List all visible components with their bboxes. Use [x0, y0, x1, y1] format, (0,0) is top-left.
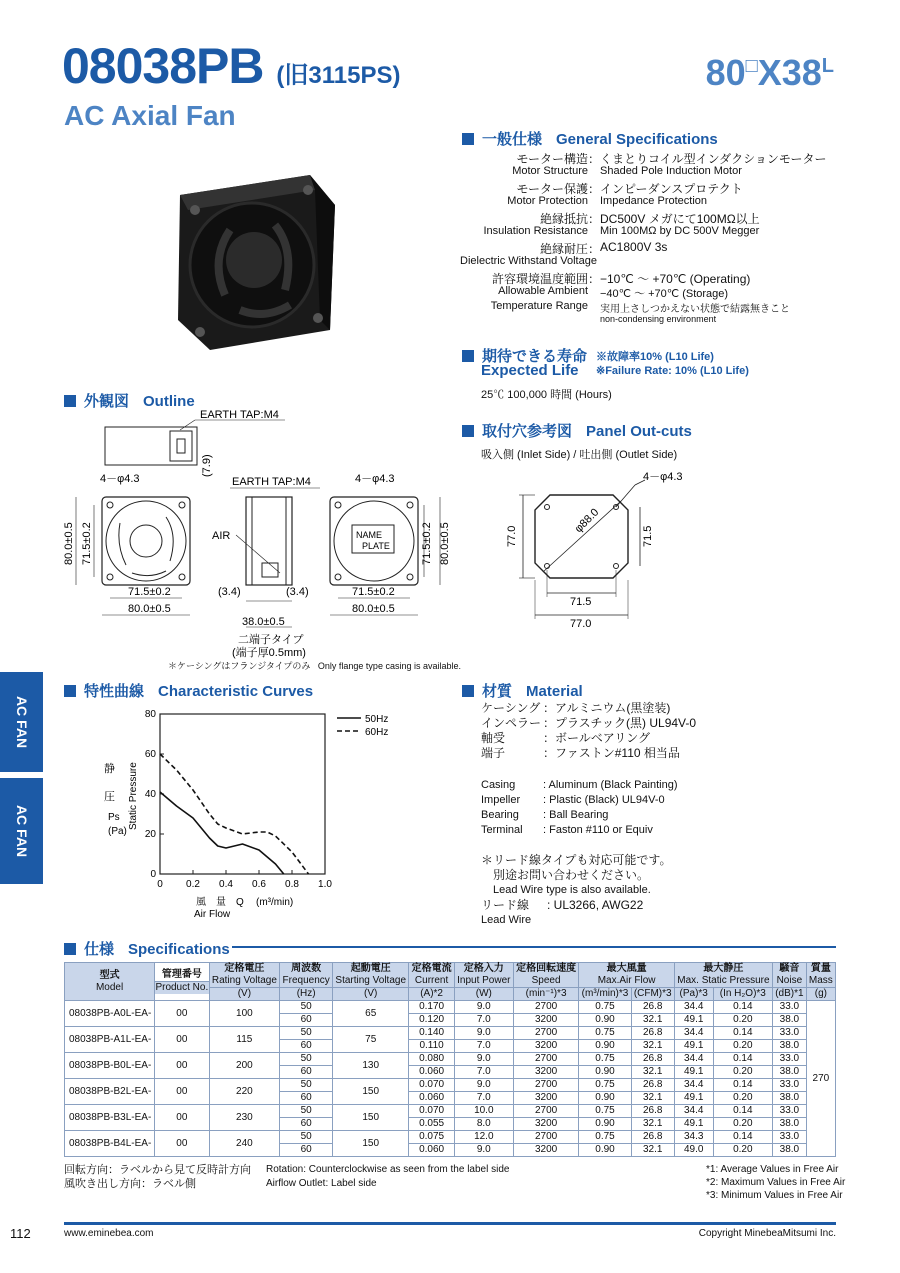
cell-frequency: 50 — [280, 1131, 333, 1144]
cell-no: 33.0 — [773, 1027, 807, 1040]
lead-note: ＊リード線タイプも対応可能です。 別途お問い合わせください。 Lead Wire type is also available. リード線 : UL3266, AWG22 Lead Wire — [481, 853, 672, 926]
x-tick-label: 0.8 — [285, 879, 299, 890]
life-note-en: ※Failure Rate: 10% (L10 Life) — [596, 365, 749, 377]
cell-af1: 0.75 — [579, 1027, 631, 1040]
section-square-icon — [462, 425, 474, 437]
specs-title-rule — [232, 946, 836, 948]
general-spec-title: 一般仕様 General Specifications — [462, 128, 718, 149]
section-square-icon — [462, 350, 474, 362]
outline-title: 外観図 Outline — [64, 390, 195, 411]
dim-715-h-1: 71.5±0.2 — [128, 586, 171, 598]
dim-80-h-1: 80.0±0.5 — [128, 603, 171, 615]
life-value: 25℃ 100,000 時間 (Hours) — [481, 389, 612, 401]
cell-frequency: 60 — [280, 1118, 333, 1131]
section-square-icon — [462, 133, 474, 145]
cell-cu: 0.075 — [409, 1131, 454, 1144]
cell-st2: 0.20 — [713, 1014, 772, 1027]
cell-st1: 49.1 — [674, 1092, 713, 1105]
general-spec-row — [460, 210, 840, 225]
panel-side-label: 吸入側 (Inlet Side) / 吐出側 (Outlet Side) — [481, 449, 678, 461]
earth-tap-label-1: EARTH TAP:M4 — [200, 409, 279, 421]
subtitle: AC Axial Fan — [64, 100, 236, 131]
material-row-en: Terminal : Faston #110 or Equiv — [481, 824, 653, 836]
table-row — [65, 1079, 836, 1092]
cell-st1: 34.4 — [674, 1079, 713, 1092]
outline-drawing — [60, 405, 460, 670]
rotation-notes-en: Rotation: Counterclockwise as seen from the label side Airflow Outlet: Label side — [266, 1164, 510, 1189]
cell-st1: 49.1 — [674, 1040, 713, 1053]
cell-starting-voltage: 150 — [333, 1131, 409, 1157]
cell-st2: 0.14 — [713, 1027, 772, 1040]
name-plate-2: PLATE — [362, 541, 390, 551]
y-axis-label-en: Static Pressure — [128, 762, 139, 830]
cell-rating-voltage: 100 — [209, 1001, 280, 1027]
cell-product-no: 00 — [155, 1079, 209, 1105]
panel-title: 取付穴参考図 Panel Out-cuts — [462, 420, 692, 441]
panel-715-h: 71.5 — [570, 596, 592, 608]
size-label: $80^□X38^L$ — [705, 52, 834, 93]
cell-st2: 0.14 — [713, 1131, 772, 1144]
y-axis-label: 静 — [104, 763, 115, 775]
cell-no: 38.0 — [773, 1014, 807, 1027]
cell-ip: 9.0 — [454, 1079, 513, 1092]
cell-st2: 0.14 — [713, 1001, 772, 1014]
cell-st1: 34.4 — [674, 1001, 713, 1014]
x-tick-label: 0 — [157, 879, 163, 890]
panel-715-v: 71.5 — [642, 525, 654, 547]
cell-frequency: 60 — [280, 1014, 333, 1027]
cell-ip: 12.0 — [454, 1131, 513, 1144]
cell-sp: 2700 — [513, 1001, 579, 1014]
material-row: ケーシング ：アルミニウム(黒塗装) — [481, 701, 671, 715]
cell-no: 38.0 — [773, 1118, 807, 1131]
panel-77-v: 77.0 — [506, 525, 518, 547]
material-row-en: Bearing : Ball Bearing — [481, 809, 609, 821]
cell-ip: 7.0 — [454, 1092, 513, 1105]
cell-st2: 0.14 — [713, 1105, 772, 1118]
cell-st2: 0.20 — [713, 1092, 772, 1105]
cell-af2: 32.1 — [631, 1040, 674, 1053]
material-title: 材質 Material — [462, 680, 583, 701]
earth-tap-label-2: EARTH TAP:M4 — [232, 476, 311, 488]
cell-st1: 49.0 — [674, 1144, 713, 1157]
general-spec-row — [460, 225, 840, 240]
specifications-table: 型式 Model 管理番号 Product No. 定格電圧 Rating Voltage 周波数 Frequency 起動電圧 Starting Voltage 定格電流 Current 定格入力 Input Power 定格回転速度 Speed 最大風量 Max.Air Flow 最大静圧 Max. Static Pressure 騒音 Noise 質量 Mass (V) (Hz) (V) (A)*2 (W) (min⁻¹)*3 (m³/min)*3 (CFM)*3 (Pa)*3 (In H₂O)*3 (dB)*1 (g) 08038PB-A0L-EA- 00 100 50 65 0.170 9.0 2700 0.75 26.8 34.4 0.14 33.0 270 60 0.120 7.0 3200 0.90 32.1 49.1 0.20 38.0 08038PB-A1L-EA- 00 115 50 75 0.140 9.0 2700 0.75 26.8 34.4 0.14 33.0 60 0.110 7.0 3200 0.90 32.1 49.1 0.20 38.0 08038PB-B0L-EA- 00 200 50 130 0.080 9.0 2700 0.75 26.8 34.4 0.14 33.0 60 0.060 7.0 3200 0.90 32.1 49.1 0.20 38.0 08038PB-B2L-EA- 00 220 50 150 0.070 9.0 2700 0.75 26.8 34.4 0.14 33.0 60 0.060 7.0 3200 0.90 32.1 49.1 0.20 38.0 08038PB-B3L-EA- 00 230 50 150 0.070 10.0 2700 0.75 26.8 34.4 0.14 33.0 60 0.055 8.0 3200 0.90 32.1 49.1 0.20 38.0 08038PB-B4L-EA- 00 240 50 150 0.075 12.0 2700 0.75 26.8 34.3 0.14 33.0 60 0.060 9.0 3200 0.90 32.1 49.0 0.20 38.0 — [64, 962, 836, 1157]
dim-38: 38.0±0.5 — [242, 616, 285, 628]
general-spec-key: Dielectric Withstand Voltage — [460, 255, 597, 267]
section-square-icon — [64, 685, 76, 697]
cell-af1: 0.75 — [579, 1079, 631, 1092]
cell-af2: 26.8 — [631, 1105, 674, 1118]
cell-cu: 0.080 — [409, 1053, 454, 1066]
life-title: 期待できる寿命 — [462, 345, 587, 366]
side-tab-ac-fan-2[interactable]: AC FAN — [0, 778, 43, 884]
cell-sp: 3200 — [513, 1092, 579, 1105]
dim-7-9: (7.9) — [201, 454, 213, 477]
general-spec-row — [460, 165, 840, 180]
table-row — [65, 1105, 836, 1118]
cell-model: 08038PB-B0L-EA- — [65, 1053, 155, 1079]
general-spec-value: Impedance Protection — [600, 195, 708, 207]
plot-frame — [160, 714, 325, 874]
panel-dia-label: φ88.0 — [572, 506, 602, 536]
cell-no: 33.0 — [773, 1053, 807, 1066]
cell-st1: 49.1 — [674, 1066, 713, 1079]
cell-sp: 3200 — [513, 1118, 579, 1131]
cell-af1: 0.90 — [579, 1144, 631, 1157]
cell-cu: 0.055 — [409, 1118, 454, 1131]
x-tick-label: 1.0 — [318, 879, 332, 890]
dim-80-v-1: 80.0±0.5 — [63, 522, 75, 565]
cell-st2: 0.20 — [713, 1066, 772, 1079]
th-rating-voltage: 定格電圧 Rating Voltage — [209, 963, 280, 988]
cell-frequency: 50 — [280, 1001, 333, 1014]
life-title-en: Expected Life — [481, 362, 579, 379]
cell-rating-voltage: 220 — [209, 1079, 280, 1105]
cell-af2: 26.8 — [631, 1131, 674, 1144]
material-row-en: Impeller : Plastic (Black) UL94V-0 — [481, 794, 665, 806]
general-spec-value: −10℃ ～ +70℃ (Operating) — [600, 272, 751, 286]
cell-no: 38.0 — [773, 1040, 807, 1053]
cell-model: 08038PB-B2L-EA- — [65, 1079, 155, 1105]
cell-no: 33.0 — [773, 1131, 807, 1144]
general-spec-key: 絶縁抵抗： — [539, 212, 600, 226]
old-model-number: (旧3115PS) — [276, 62, 401, 89]
footer-url[interactable]: www.eminebea.com — [64, 1228, 154, 1239]
material-row-en: Casing : Aluminum (Black Painting) — [481, 779, 678, 791]
legend-label: 60Hz — [365, 727, 389, 738]
cell-sp: 2700 — [513, 1053, 579, 1066]
general-spec-key: 許容環境温度範囲： — [491, 272, 600, 286]
th-current: 定格電流 Current — [409, 963, 454, 988]
cell-starting-voltage: 65 — [333, 1001, 409, 1027]
dim-715-h-2: 71.5±0.2 — [352, 586, 395, 598]
general-spec-key: Insulation Resistance — [483, 225, 588, 237]
cell-model: 08038PB-A1L-EA- — [65, 1027, 155, 1053]
cell-st1: 34.4 — [674, 1105, 713, 1118]
cell-af1: 0.90 — [579, 1118, 631, 1131]
table-row — [65, 1001, 836, 1014]
th-speed: 定格回転速度 Speed — [513, 963, 579, 988]
cell-starting-voltage: 130 — [333, 1053, 409, 1079]
cell-sp: 3200 — [513, 1144, 579, 1157]
table-row — [65, 1053, 836, 1066]
cell-rating-voltage: 230 — [209, 1105, 280, 1131]
cell-rating-voltage: 240 — [209, 1131, 280, 1157]
y-axis-label: 圧 — [104, 791, 115, 803]
hole-label-2: 4－φ4.3 — [355, 473, 395, 485]
cell-af2: 26.8 — [631, 1001, 674, 1014]
cell-sp: 3200 — [513, 1066, 579, 1079]
general-spec-row — [460, 180, 840, 195]
cell-product-no: 00 — [155, 1001, 209, 1027]
general-spec-value: −40℃ ～ +70℃ (Storage) — [600, 288, 729, 300]
cell-af2: 32.1 — [631, 1014, 674, 1027]
cell-af2: 26.8 — [631, 1079, 674, 1092]
cell-cu: 0.070 — [409, 1079, 454, 1092]
cell-cu: 0.070 — [409, 1105, 454, 1118]
x-axis-unit: (m³/min) — [256, 897, 294, 908]
cell-sp: 3200 — [513, 1040, 579, 1053]
cell-cu: 0.140 — [409, 1027, 454, 1040]
panel-hole-label: 4－φ4.3 — [643, 471, 683, 483]
cell-af1: 0.90 — [579, 1092, 631, 1105]
th-noise: 騒音 Noise — [773, 963, 807, 988]
general-spec-key: モーター保護： — [516, 182, 600, 196]
general-spec-row — [460, 150, 840, 165]
model-number: 08038PB — [62, 38, 264, 94]
panel-77-h: 77.0 — [570, 618, 592, 630]
cell-st1: 49.1 — [674, 1014, 713, 1027]
air-label: AIR — [212, 530, 231, 542]
cell-ip: 9.0 — [454, 1027, 513, 1040]
y-tick-label: 60 — [144, 749, 156, 760]
series-line-60Hz — [160, 754, 309, 874]
cell-cu: 0.170 — [409, 1001, 454, 1014]
curves-title: 特性曲線 Characteristic Curves — [64, 680, 313, 701]
general-spec-key: Allowable Ambient — [498, 285, 588, 297]
cell-ip: 9.0 — [454, 1001, 513, 1014]
general-spec-value: DC500V メガにて100MΩ以上 — [600, 212, 760, 226]
cell-af1: 0.90 — [579, 1014, 631, 1027]
life-note-ja: ※故障率10% (L10 Life) — [596, 351, 714, 363]
general-spec-value: AC1800V 3s — [600, 240, 668, 254]
y-tick-label: 40 — [144, 789, 156, 800]
cell-no: 38.0 — [773, 1144, 807, 1157]
cell-frequency: 60 — [280, 1066, 333, 1079]
cell-st1: 34.4 — [674, 1053, 713, 1066]
general-spec-row — [460, 240, 840, 255]
cell-af2: 32.1 — [631, 1066, 674, 1079]
cell-af1: 0.75 — [579, 1001, 631, 1014]
characteristic-chart — [100, 700, 440, 925]
x-tick-label: 0.4 — [219, 879, 233, 890]
cell-product-no: 00 — [155, 1027, 209, 1053]
cell-ip: 10.0 — [454, 1105, 513, 1118]
cell-sp: 2700 — [513, 1079, 579, 1092]
th-mass: 質量 Mass — [806, 963, 835, 988]
cell-sp: 2700 — [513, 1105, 579, 1118]
x-axis-label-en: Air Flow — [194, 909, 231, 920]
cell-st2: 0.20 — [713, 1040, 772, 1053]
material-row: 端子 ：ファストン#110 相当品 — [481, 746, 680, 760]
page-number: 112 — [10, 1226, 31, 1241]
cell-ip: 9.0 — [454, 1053, 513, 1066]
page-title — [62, 38, 400, 104]
general-spec-key: 絶縁耐圧： — [539, 242, 600, 256]
cell-ip: 8.0 — [454, 1118, 513, 1131]
rotation-notes-ja: 回転方向：ラベルから見て反時計方向 風吹き出し方向：ラベル側 — [64, 1164, 251, 1190]
cell-starting-voltage: 150 — [333, 1079, 409, 1105]
cell-product-no: 00 — [155, 1053, 209, 1079]
specs-title: 仕様 Specifications — [64, 938, 230, 959]
th-starting-voltage: 起動電圧 Starting Voltage — [333, 963, 409, 988]
cell-rating-voltage: 200 — [209, 1053, 280, 1079]
cell-sp: 2700 — [513, 1027, 579, 1040]
general-spec-note: non-condensing environment — [600, 314, 717, 324]
general-spec-row — [460, 270, 840, 285]
cell-no: 33.0 — [773, 1079, 807, 1092]
cell-cu: 0.120 — [409, 1014, 454, 1027]
general-spec-value: Min 100MΩ by DC 500V Megger — [600, 225, 760, 237]
dim-715-v-2: 71.5±0.2 — [421, 522, 433, 565]
section-square-icon — [64, 943, 76, 955]
footnotes: *1: Average Values in Free Air *2: Maximum Values in Free Air *3: Minimum Values in Free Air — [706, 1164, 846, 1201]
general-spec-value: インピーダンスプロテクト — [600, 182, 743, 196]
y-tick-label: 0 — [150, 869, 156, 880]
cell-ip: 9.0 — [454, 1144, 513, 1157]
cell-no: 33.0 — [773, 1001, 807, 1014]
cell-af1: 0.75 — [579, 1053, 631, 1066]
material-list-en — [481, 778, 841, 838]
y-tick-label: 20 — [144, 829, 156, 840]
general-spec-row — [460, 255, 840, 270]
cell-cu: 0.110 — [409, 1040, 454, 1053]
general-spec-list — [460, 150, 840, 330]
cell-st2: 0.14 — [713, 1053, 772, 1066]
general-spec-row — [460, 195, 840, 210]
cell-rating-voltage: 115 — [209, 1027, 280, 1053]
terminal-thickness: (端子厚0.5mm) — [232, 647, 306, 659]
cell-mass: 270 — [806, 1001, 835, 1157]
cell-af1: 0.90 — [579, 1066, 631, 1079]
general-spec-key: Temperature Range — [490, 300, 588, 312]
dim-34-left: (3.4) — [218, 586, 241, 598]
cell-af2: 32.1 — [631, 1118, 674, 1131]
cell-ip: 7.0 — [454, 1040, 513, 1053]
cell-af2: 26.8 — [631, 1027, 674, 1040]
general-spec-value: くまとりコイル型インダクションモーター — [600, 152, 827, 166]
x-axis-label: 風 量 Q — [196, 897, 244, 908]
table-row — [65, 1131, 836, 1144]
cell-ip: 7.0 — [454, 1014, 513, 1027]
cell-frequency: 60 — [280, 1144, 333, 1157]
general-spec-value: Shaded Pole Induction Motor — [600, 165, 742, 177]
cell-starting-voltage: 150 — [333, 1105, 409, 1131]
cell-st2: 0.20 — [713, 1118, 772, 1131]
fan-photo — [170, 170, 340, 355]
y-axis-label: Ps — [108, 812, 120, 823]
material-row: 軸受 ：ボールベアリング — [481, 731, 651, 745]
cell-starting-voltage: 75 — [333, 1027, 409, 1053]
cell-no: 38.0 — [773, 1092, 807, 1105]
material-row: インペラー ：プラスチック(黒) UL94V-0 — [481, 716, 697, 730]
footer-rule — [64, 1222, 836, 1225]
th-model: 型式 Model — [65, 963, 155, 1001]
cell-no: 38.0 — [773, 1066, 807, 1079]
x-tick-label: 0.2 — [186, 879, 200, 890]
cell-cu: 0.060 — [409, 1144, 454, 1157]
general-spec-value: 実用上さしつかえない状態で結露無きこと — [600, 304, 790, 315]
cell-st1: 49.1 — [674, 1118, 713, 1131]
dim-80-v-2: 80.0±0.5 — [439, 522, 451, 565]
cell-sp: 3200 — [513, 1014, 579, 1027]
cell-sp: 2700 — [513, 1131, 579, 1144]
th-input-power: 定格入力 Input Power — [454, 963, 513, 988]
panel-cutout-drawing — [495, 465, 695, 635]
cell-product-no: 00 — [155, 1131, 209, 1157]
table-row — [65, 1027, 836, 1040]
section-square-icon — [462, 685, 474, 697]
general-spec-key: モーター構造： — [516, 152, 600, 166]
cell-frequency: 60 — [280, 1040, 333, 1053]
cell-model: 08038PB-A0L-EA- — [65, 1001, 155, 1027]
y-tick-label: 80 — [144, 709, 156, 720]
x-tick-label: 0.6 — [252, 879, 266, 890]
terminal-type: 二端子タイプ — [238, 634, 304, 646]
cell-frequency: 60 — [280, 1092, 333, 1105]
th-static-pressure: 最大静圧 Max. Static Pressure — [674, 963, 772, 988]
cell-st1: 34.3 — [674, 1131, 713, 1144]
cell-no: 33.0 — [773, 1105, 807, 1118]
material-list-ja — [481, 701, 841, 761]
general-spec-row — [460, 300, 840, 315]
cell-af1: 0.90 — [579, 1040, 631, 1053]
cell-frequency: 50 — [280, 1053, 333, 1066]
dim-80-h-2: 80.0±0.5 — [352, 603, 395, 615]
dim-715-v-1: 71.5±0.2 — [81, 522, 93, 565]
cell-cu: 0.060 — [409, 1092, 454, 1105]
side-tab-ac-fan[interactable]: AC FAN — [0, 672, 43, 772]
cell-af2: 26.8 — [631, 1053, 674, 1066]
cell-st2: 0.20 — [713, 1144, 772, 1157]
cell-af1: 0.75 — [579, 1105, 631, 1118]
cell-st1: 34.4 — [674, 1027, 713, 1040]
series-line-50Hz — [160, 792, 284, 874]
cell-product-no: 00 — [155, 1105, 209, 1131]
dim-34-right: (3.4) — [286, 586, 309, 598]
general-spec-key: Motor Structure — [512, 165, 588, 177]
flange-note: ＊ケーシングはフランジタイプのみ Only flange type casing is available. — [168, 661, 461, 671]
cell-af2: 32.1 — [631, 1092, 674, 1105]
cell-cu: 0.060 — [409, 1066, 454, 1079]
y-axis-label: (Pa) — [108, 826, 127, 837]
cell-frequency: 50 — [280, 1027, 333, 1040]
hole-label-1: 4－φ4.3 — [100, 473, 140, 485]
cell-af1: 0.75 — [579, 1131, 631, 1144]
cell-model: 08038PB-B3L-EA- — [65, 1105, 155, 1131]
cell-frequency: 50 — [280, 1079, 333, 1092]
cell-af2: 32.1 — [631, 1144, 674, 1157]
cell-frequency: 50 — [280, 1105, 333, 1118]
cell-st2: 0.14 — [713, 1079, 772, 1092]
th-air-flow: 最大風量 Max.Air Flow — [579, 963, 674, 988]
footer-copyright: Copyright MinebeaMitsumi Inc. — [698, 1228, 836, 1239]
cell-ip: 7.0 — [454, 1066, 513, 1079]
th-product-no: 管理番号 Product No. — [155, 963, 209, 1001]
cell-model: 08038PB-B4L-EA- — [65, 1131, 155, 1157]
th-frequency: 周波数 Frequency — [280, 963, 333, 988]
name-plate-1: NAME — [356, 530, 383, 540]
legend-label: 50Hz — [365, 714, 389, 725]
general-spec-row — [460, 285, 840, 300]
general-spec-key: Motor Protection — [507, 195, 588, 207]
